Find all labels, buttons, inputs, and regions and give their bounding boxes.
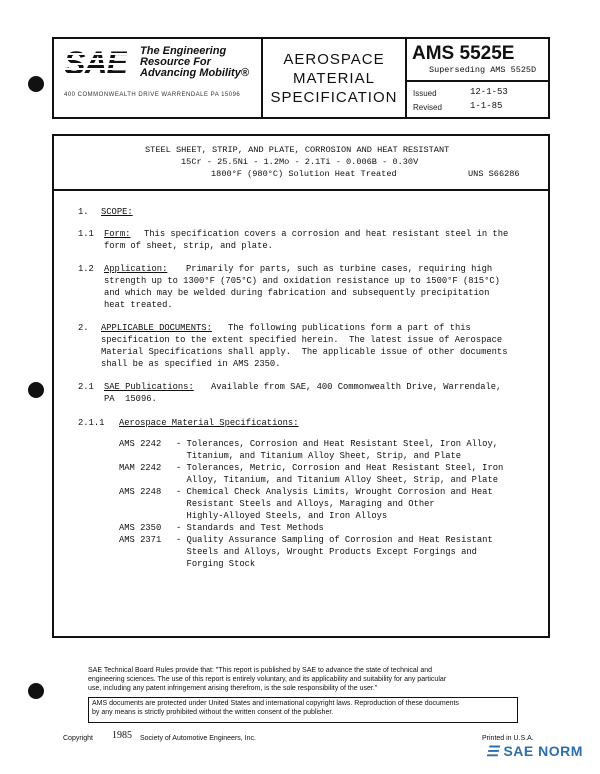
doc-type-line: SPECIFICATION [270, 89, 398, 106]
paragraph-line: shall be as specified in AMS 2350. [101, 359, 281, 369]
doc-type-line: AEROSPACE [283, 51, 385, 68]
section-heading: SAE Publications: [104, 382, 194, 392]
section-heading: Aerospace Material Specifications: [119, 418, 299, 428]
paragraph-line: heat treated. [104, 300, 173, 310]
paragraph-line: specification to the extent specified herein. The latest issue of Aerospace [101, 335, 503, 345]
copyright-holder: Society of Automotive Engineers, Inc. [140, 735, 256, 742]
paragraph-line: This specification covers a corrosion and heat resistant steel in the [144, 229, 509, 239]
paragraph-line: Material Specifications shall apply. The applicable issue of other documents [101, 347, 508, 357]
copyright-year: 1985 [112, 730, 132, 741]
section-number: 2. [78, 323, 89, 333]
punch-hole-middle [28, 382, 44, 398]
reference-desc: Steels and Alloys, Wrought Products Except Forgings and [176, 547, 477, 557]
ams-number: AMS 5525E [412, 43, 515, 64]
revised-label: Revised [413, 103, 442, 112]
paragraph-line: form of sheet, strip, and plate. [104, 241, 273, 251]
paragraph-line: strength up to 1300°F (705°C) and oxidation resistance up to 1500°F (815°C) [104, 276, 500, 286]
reference-desc: - Chemical Check Analysis Limits, Wrought Corrosion and Heat [176, 487, 493, 497]
section-heading: Form: [104, 229, 131, 239]
header-divider [405, 80, 550, 82]
reference-desc: Forging Stock [176, 559, 256, 569]
reference-id: MAM 2242 [119, 463, 162, 473]
reference-id: AMS 2248 [119, 487, 162, 497]
paragraph-line: Available from SAE, 400 Commonwealth Drive, Warrendale, [211, 382, 502, 392]
doc-type-line: MATERIAL [293, 70, 375, 87]
paragraph-line: Primarily for parts, such as turbine cases, requiring high [186, 264, 493, 274]
uns-number: UNS S66286 [468, 169, 520, 179]
sae-tagline: The Engineering Resource For Advancing Mobility® [140, 45, 249, 79]
section-number: 1.1 [78, 229, 94, 239]
reference-id: AMS 2242 [119, 439, 162, 449]
board-rules: SAE Technical Board Rules provide that: "This report is published by SAE to advance the state of technical and engineering sciences. The use of this report is entirely voluntary, and its applicability and suitability for any particular use, including any patent infringement arising therefrom, is the sole responsibility of the user." [88, 667, 447, 692]
copyright-label: Copyright [63, 735, 93, 742]
watermark-icon: ☰ [486, 743, 500, 759]
section-number: 2.1.1 [78, 418, 105, 428]
paragraph-line: and which may be welded during fabrication and subsequently precipitation [104, 288, 490, 298]
reference-desc: Titanium, and Titanium Alloy Sheet, Strip, and Plate [176, 451, 462, 461]
reference-desc: - Tolerances, Metric, Corrosion and Heat Resistant Steel, Iron [176, 463, 504, 473]
section-heading: Application: [104, 264, 168, 274]
reference-desc: Alloy, Titanium, and Titanium Alloy Sheet, Strip, and Plate [176, 475, 499, 485]
printed-in: Printed in U.S.A. [482, 735, 534, 742]
title-separator [54, 189, 548, 191]
copyright-notice: AMS documents are protected under United States and international copyright laws. Reproduction of these documents by any means is strictly prohibited without the written consent of the publisher. [92, 700, 459, 716]
reference-desc: Resistant Steels and Alloys, Maraging and Other [176, 499, 435, 509]
issued-date: 12-1-53 [470, 87, 508, 97]
superseding-note: Superseding AMS 5525D [429, 65, 537, 75]
reference-desc: - Standards and Test Methods [176, 523, 324, 533]
reference-desc: Highly-Alloyed Steels, and Iron Alloys [176, 511, 388, 521]
composition-line: 15Cr - 25.5Ni - 1.2Mo - 2.1Ti - 0.006B - 0.30V [181, 157, 419, 167]
punch-hole-top [28, 76, 44, 92]
watermark: ☰ SAE NORM [486, 743, 583, 759]
section-heading: APPLICABLE DOCUMENTS: [101, 323, 212, 333]
revised-date: 1-1-85 [470, 101, 503, 111]
reference-id: AMS 2350 [119, 523, 162, 533]
sae-address: 400 COMMONWEALTH DRIVE WARRENDALE PA 15096 [64, 92, 241, 98]
paragraph-line: PA 15096. [104, 394, 157, 404]
reference-id: AMS 2371 [119, 535, 162, 545]
issued-label: Issued [413, 89, 437, 98]
heat-treat-line: 1800°F (980°C) Solution Heat Treated [211, 169, 397, 179]
material-title: STEEL SHEET, STRIP, AND PLATE, CORROSION AND HEAT RESISTANT [145, 145, 450, 155]
reference-desc: - Tolerances, Corrosion and Heat Resistant Steel, Iron Alloy, [176, 439, 499, 449]
paragraph-line: The following publications form a part of this [228, 323, 471, 333]
section-number: 1. [78, 207, 89, 217]
section-number: 2.1 [78, 382, 94, 392]
sae-logo: SAE [64, 45, 127, 81]
section-heading: SCOPE: [101, 207, 133, 217]
reference-desc: - Quality Assurance Sampling of Corrosion and Heat Resistant [176, 535, 493, 545]
punch-hole-bottom [28, 683, 44, 699]
section-number: 1.2 [78, 264, 94, 274]
header-divider [405, 37, 407, 119]
